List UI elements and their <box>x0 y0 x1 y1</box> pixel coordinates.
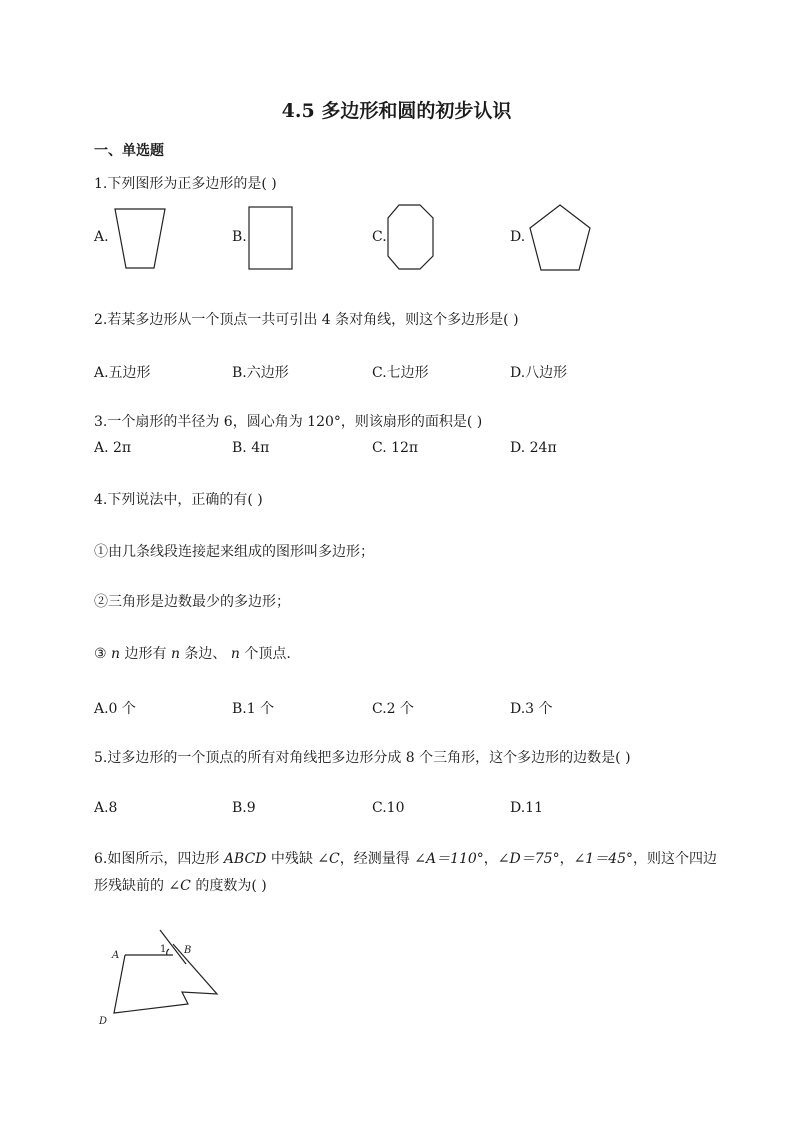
rectangle-figure <box>247 205 295 271</box>
q1-option-b[interactable]: B. <box>232 229 247 245</box>
s3-prefix: ③ <box>94 646 112 662</box>
q6-separator: ， <box>483 851 498 867</box>
question-1-stem: 1.下列图形为正多边形的是( ) <box>94 176 277 192</box>
math-angle-1: ∠1＝45° <box>573 851 634 867</box>
q6-text: 6.如图所示，四边形 <box>94 851 224 867</box>
q3-option-a[interactable]: A. 2π <box>94 440 132 456</box>
math-angle-d: ∠D＝75° <box>497 851 560 867</box>
question-3-stem: 3.一个扇形的半径为 6，圆心角为 120°，则该扇形的面积是( ) <box>94 414 483 430</box>
vertex-label-d: D <box>99 1016 108 1027</box>
q2-option-a[interactable]: A.五边形 <box>94 365 151 381</box>
math-n: n <box>230 646 240 662</box>
trapezoid-figure <box>113 207 167 271</box>
q3-option-c[interactable]: C. 12π <box>372 440 419 456</box>
q4-option-c[interactable]: C.2 个 <box>372 701 415 717</box>
broken-quadrilateral-figure <box>95 925 225 1030</box>
q4-option-d[interactable]: D.3 个 <box>510 701 553 717</box>
s3-text: 边形有 <box>120 646 171 662</box>
s3-suffix: 个顶点. <box>239 646 291 662</box>
s3-text: 条边、 <box>179 646 231 662</box>
angle-label-1: 1 <box>160 944 167 955</box>
q6-text: ，经测量得 <box>339 851 415 867</box>
q4-option-b[interactable]: B.1 个 <box>232 701 275 717</box>
math-n: n <box>111 646 121 662</box>
q1-option-a[interactable]: A. <box>94 229 109 245</box>
question-6-stem-line-2 <box>94 876 267 896</box>
math-n: n <box>170 646 180 662</box>
q1-option-d[interactable]: D. <box>510 229 526 245</box>
math-angle-a: ∠A＝110° <box>414 851 484 867</box>
octagon-figure <box>386 203 436 271</box>
q1-option-c[interactable]: C. <box>372 229 387 245</box>
q4-option-a[interactable]: A.0 个 <box>94 701 136 717</box>
page-title: 4.5 多边形和圆的初步认识 <box>281 100 512 122</box>
vertex-label-a: A <box>112 950 120 961</box>
question-4-stem: 4.下列说法中，正确的有( ) <box>94 492 263 508</box>
section-heading: 一、单选题 <box>94 143 164 159</box>
q4-statement-3 <box>94 644 291 664</box>
q6-separator: ， <box>559 851 574 867</box>
question-2-stem: 2.若某多边形从一个顶点一共可引出 4 条对角线，则这个多边形是( ) <box>94 312 519 328</box>
q3-option-b[interactable]: B. 4π <box>232 440 270 456</box>
math-angle-c: ∠C <box>168 878 191 894</box>
q5-option-b[interactable]: B.9 <box>232 800 256 816</box>
q6-text: 形残缺前的 <box>94 878 169 894</box>
q6-text: ，则这个四边 <box>633 851 718 867</box>
q4-statement-2: ②三角形是边数最少的多边形； <box>94 594 290 610</box>
q2-option-c[interactable]: C.七边形 <box>372 365 429 381</box>
q4-statement-1: ①由几条线段连接起来组成的图形叫多边形； <box>94 544 374 560</box>
q5-option-c[interactable]: C.10 <box>372 800 405 816</box>
q6-text: 中残缺 <box>266 851 318 867</box>
q2-option-d[interactable]: D.八边形 <box>510 365 568 381</box>
q5-option-d[interactable]: D.11 <box>510 800 543 816</box>
question-6-stem-line-1 <box>94 849 717 869</box>
q2-option-b[interactable]: B.六边形 <box>232 365 289 381</box>
pentagon-figure <box>527 203 593 273</box>
vertex-label-b: B <box>184 945 192 956</box>
q5-option-a[interactable]: A.8 <box>94 800 118 816</box>
math-angle-c: ∠C <box>317 851 340 867</box>
q3-option-d[interactable]: D. 24π <box>510 440 557 456</box>
math-abcd: ABCD <box>223 851 267 867</box>
q6-text: 的度数为( ) <box>190 878 267 894</box>
question-5-stem: 5.过多边形的一个顶点的所有对角线把多边形分成 8 个三角形，这个多边形的边数是( ) <box>94 750 631 766</box>
